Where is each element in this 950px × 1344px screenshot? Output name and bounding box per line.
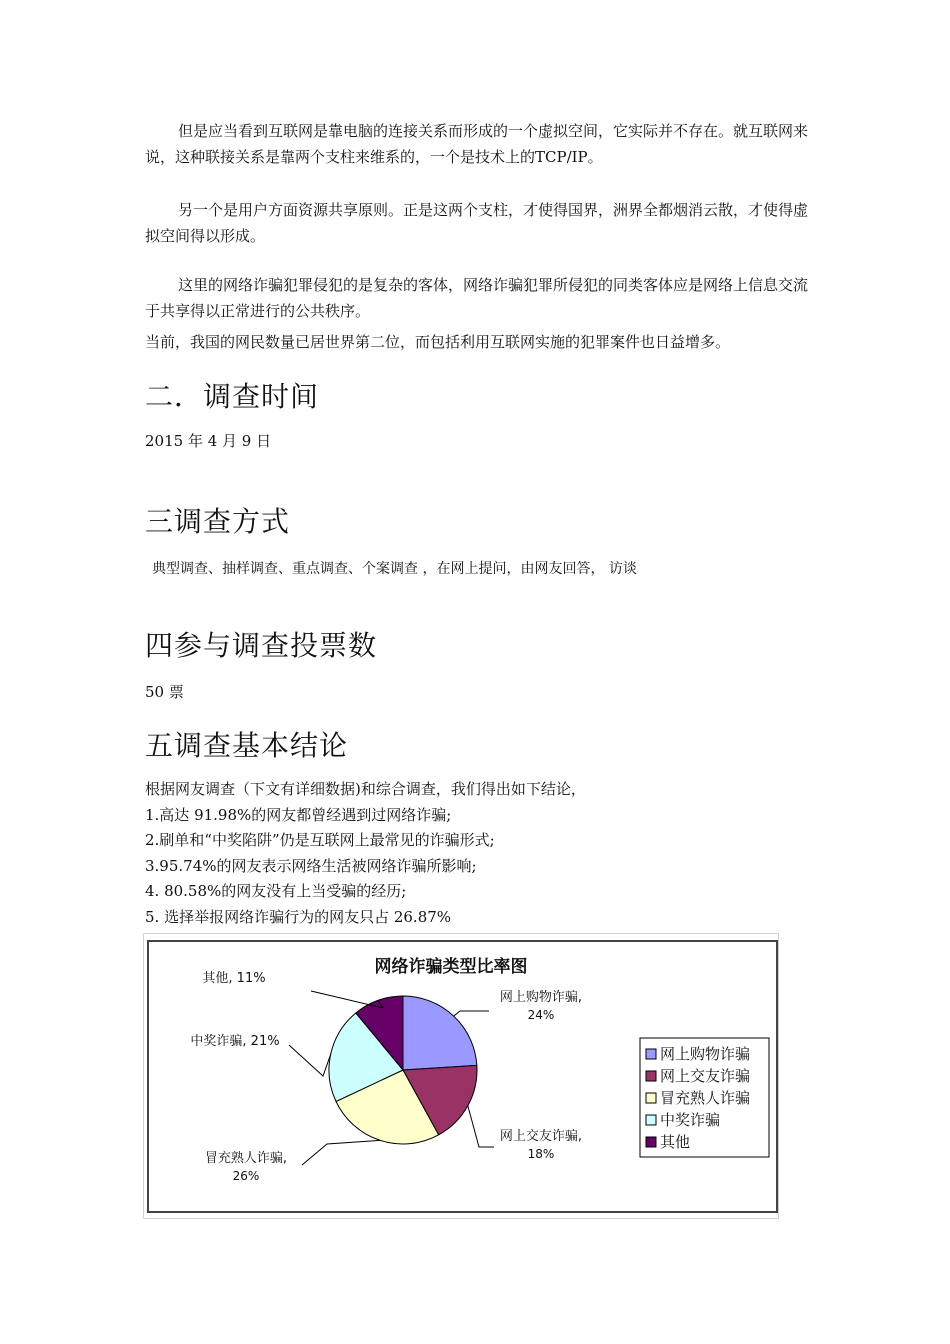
conclusion-item: 3.95.74%的网友表示网络生活被网络诈骗所影响; bbox=[145, 856, 477, 875]
pie-chart bbox=[149, 942, 776, 1211]
leader-line bbox=[302, 1140, 380, 1165]
leader-line bbox=[311, 991, 383, 1008]
conclusions-intro: 根据网友调查（下文有详细数据)和综合调查，我们得出如下结论， bbox=[145, 780, 586, 798]
vote-count: 50 票 bbox=[145, 683, 184, 701]
leader-line bbox=[454, 1011, 489, 1016]
section-3-heading: 三调查方式 bbox=[145, 505, 291, 538]
legend-swatch bbox=[646, 1071, 656, 1081]
slice-label: 冒充熟人诈骗, bbox=[204, 1151, 288, 1166]
paragraph-2: 另一个是用户方面资源共享原则。正是这两个支柱，才使得国界，洲界全都烟消云散，才使得虚拟空间得以形成。 bbox=[145, 201, 809, 245]
chart-frame bbox=[143, 933, 779, 1219]
legend-label: 其他 bbox=[660, 1133, 691, 1151]
slice-label: 网上购物诈骗, bbox=[499, 990, 583, 1005]
section-5-heading: 五调查基本结论 bbox=[145, 729, 349, 762]
paragraph-3: 这里的网络诈骗犯罪侵犯的是复杂的客体，网络诈骗犯罪所侵犯的同类客体应是网络上信息交流于共享得以正常进行的公共秩序。 bbox=[145, 276, 809, 320]
pie-slice bbox=[403, 996, 477, 1070]
conclusions-list bbox=[145, 777, 586, 930]
legend-swatch bbox=[646, 1049, 656, 1059]
section-2-heading: 二．调查时间 bbox=[145, 380, 320, 413]
legend-swatch bbox=[646, 1093, 656, 1103]
conclusion-item: 4. 80.58%的网友没有上当受骗的经历; bbox=[145, 882, 407, 900]
pie-chart-container bbox=[147, 940, 778, 1213]
slice-label: 其他, 11% bbox=[202, 971, 266, 986]
survey-methods: 典型调查、抽样调查、重点调查、个案调查 ，在网上提问，由网友回答， 访谈 bbox=[152, 561, 637, 577]
legend-label: 网上购物诈骗 bbox=[660, 1045, 751, 1063]
legend-label: 中奖诈骗 bbox=[660, 1111, 721, 1129]
legend-swatch bbox=[646, 1137, 656, 1147]
legend-swatch bbox=[646, 1115, 656, 1125]
chart-title: 网络诈骗类型比率图 bbox=[374, 957, 528, 977]
paragraph-1: 但是应当看到互联网是靠电脑的连接关系而形成的一个虚拟空间，它实际并不存在。就互联网来说，这种联接关系是靠两个支柱来维系的，一个是技术上的TCP/IP。 bbox=[145, 122, 809, 166]
legend-label: 冒充熟人诈骗 bbox=[660, 1089, 751, 1107]
paragraph-4: 当前，我国的网民数量已居世界第二位，而包括利用互联网实施的犯罪案件也日益增多。 bbox=[145, 333, 731, 351]
slice-percent-label: 24% bbox=[527, 1008, 555, 1022]
survey-date: 2015 年 4 月 9 日 bbox=[145, 432, 272, 450]
section-4-heading: 四参与调查投票数 bbox=[145, 629, 378, 662]
leader-line bbox=[468, 1106, 494, 1147]
conclusion-item: 5. 选择举报网络诈骗行为的网友只占 26.87% bbox=[145, 907, 452, 926]
slice-label: 中奖诈骗, 21% bbox=[190, 1034, 280, 1049]
conclusion-item: 2.刷单和“中奖陷阱”仍是互联网上最常见的诈骗形式; bbox=[145, 831, 495, 849]
slice-percent-label: 26% bbox=[232, 1169, 260, 1183]
legend-label: 网上交友诈骗 bbox=[660, 1067, 751, 1085]
slice-label: 网上交友诈骗, bbox=[499, 1129, 583, 1144]
leader-line bbox=[289, 1045, 331, 1076]
conclusion-item: 1.高达 91.98%的网友都曾经遇到过网络诈骗; bbox=[145, 805, 452, 824]
slice-percent-label: 18% bbox=[527, 1147, 555, 1161]
